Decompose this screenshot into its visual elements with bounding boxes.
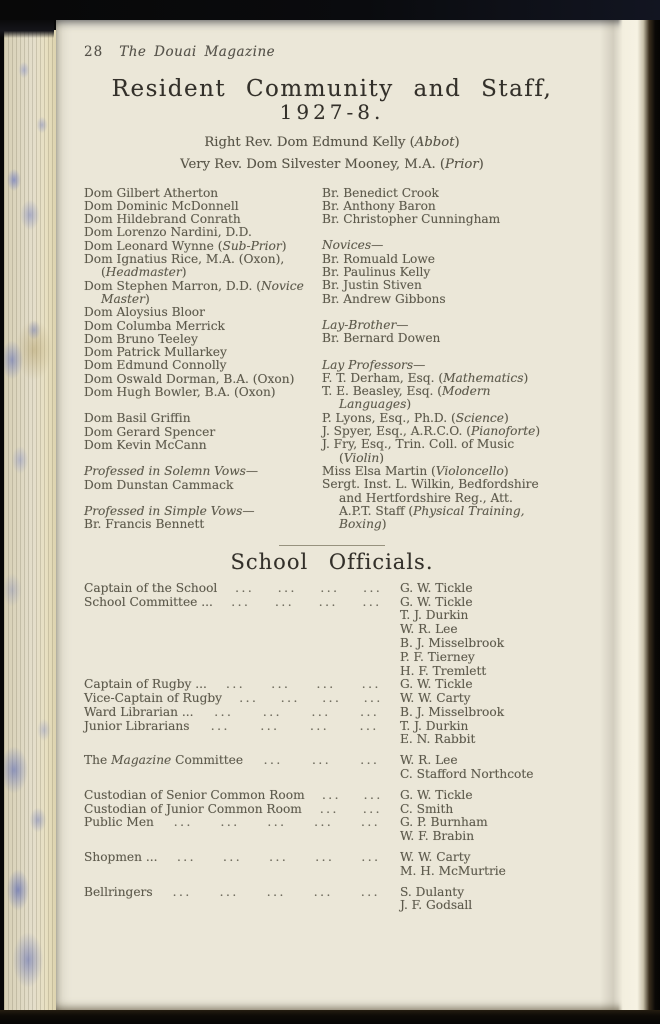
text: Br. Andrew Gibbons	[322, 291, 446, 306]
page-edge-stack	[4, 30, 56, 1010]
dot-leaders	[311, 789, 394, 803]
running-head	[84, 46, 580, 59]
community-line	[84, 465, 316, 478]
text: Dom Aloysius Bloor	[84, 305, 205, 320]
officials-names	[400, 720, 580, 748]
italic-text: Boxing	[339, 517, 382, 532]
leader-dots: ...	[359, 719, 379, 733]
text: The	[84, 753, 112, 768]
community-line	[322, 332, 580, 345]
dot-leaders	[249, 754, 394, 768]
leader-dots: ...	[360, 705, 380, 719]
community-line	[322, 279, 580, 292]
leader-dots: ...	[319, 802, 339, 816]
italic-text: Pianoforte	[471, 424, 536, 439]
text: F. T. Derham, Esq. (	[322, 370, 444, 385]
officials-row-left	[84, 692, 400, 706]
text: Br. Benedict Crook	[322, 185, 439, 200]
dot-leaders	[159, 886, 394, 900]
officials-names	[400, 678, 580, 692]
italic-text: Professed in Solemn Vows—	[84, 464, 259, 479]
officials-name: S. Dulanty	[400, 884, 465, 899]
text: Dom Hildebrand Conrath	[84, 212, 241, 227]
community-line	[84, 346, 316, 359]
text: Shopmen ...	[84, 850, 158, 865]
community-line	[322, 425, 580, 438]
officials-row	[84, 803, 580, 817]
leader-dots: ...	[363, 692, 383, 706]
text: Public Men	[84, 815, 154, 830]
text: J. Fry, Esq., Trin. Coll. of Music	[322, 437, 515, 452]
text: J. Spyer, Esq., A.R.C.O. (	[322, 424, 472, 439]
officials-name: C. Stafford Northcote	[400, 767, 534, 782]
community-line	[322, 385, 580, 398]
italic-text: Physical Training,	[413, 503, 525, 518]
community-line	[322, 438, 580, 451]
text: Br. Justin Stiven	[322, 278, 422, 293]
text: Br. Christopher Cunningham	[322, 212, 501, 227]
leader-dots: ...	[231, 595, 251, 609]
officials-name: W. F. Brabin	[400, 829, 475, 844]
text: Dom Columba Merrick	[84, 318, 225, 333]
section-divider	[279, 545, 385, 546]
text: Dom Ignatius Rice, M.A. (Oxon),	[84, 252, 285, 267]
community-line	[84, 439, 316, 452]
dot-leaders	[219, 596, 394, 610]
section-title-year: 1927-8.	[279, 100, 385, 125]
italic-text: Headmaster	[105, 265, 182, 280]
community-line	[322, 187, 580, 200]
page-number: 28	[84, 44, 104, 60]
text: Sergt. Inst. L. Wilkin, Bedfordshire	[322, 477, 539, 492]
officials-names	[400, 803, 580, 817]
officials-row-left	[84, 816, 400, 830]
officials-row	[84, 816, 580, 844]
officials-name: T. J. Durkin	[400, 608, 469, 623]
community-line	[84, 412, 316, 425]
officials-names	[400, 596, 580, 679]
dot-leaders	[308, 803, 394, 817]
leader-dots: ...	[362, 595, 382, 609]
leader-dots: ...	[172, 885, 192, 899]
text: (	[339, 450, 344, 465]
leader-dots: ...	[239, 692, 259, 706]
dot-leaders	[160, 816, 394, 830]
community-line	[84, 359, 316, 372]
text: Dom Hugh Bowler, B.A. (Oxon)	[84, 385, 276, 400]
officials-name: C. Smith	[400, 801, 454, 816]
italic-text: Violoncello	[435, 463, 504, 478]
text: Dom Lorenzo Nardini, D.D.	[84, 225, 252, 240]
leader-dots: ...	[316, 678, 336, 692]
community-line	[84, 187, 316, 200]
officials-label	[84, 851, 157, 865]
dot-leaders	[228, 692, 394, 706]
officials-row-left	[84, 596, 400, 610]
community-line	[322, 492, 580, 505]
community-line	[322, 200, 580, 213]
italic-text: Abbot	[414, 134, 455, 150]
officials-row	[84, 678, 580, 692]
officials-name: E. N. Rabbit	[400, 732, 476, 747]
leader-dots: ...	[313, 885, 333, 899]
community-line	[84, 280, 316, 293]
text: Custodian of Senior Common Room	[84, 787, 305, 802]
community-right-column	[322, 187, 580, 532]
community-line	[84, 505, 316, 518]
text: Junior Librarians	[84, 718, 190, 733]
officials-name: W. R. Lee	[400, 753, 458, 768]
officials-name: B. J. Misselbrook	[400, 635, 505, 650]
dot-leaders	[196, 720, 395, 734]
community-line	[84, 306, 316, 319]
community-line	[84, 426, 316, 439]
officials-names	[400, 851, 580, 879]
officials-row	[84, 706, 580, 720]
text: )	[381, 517, 387, 532]
dot-leaders	[163, 851, 394, 865]
centered-line	[84, 154, 580, 176]
community-line	[322, 412, 580, 425]
leader-dots: ...	[176, 851, 197, 865]
community-line	[84, 293, 316, 306]
officials-names	[400, 789, 580, 803]
leader-dots: ...	[360, 754, 380, 768]
italic-text: Prior	[445, 156, 479, 172]
text: )	[523, 370, 529, 385]
italic-text: Professed in Simple Vows—	[84, 503, 255, 518]
leader-dots: ...	[320, 581, 340, 595]
officials-table	[84, 582, 580, 914]
italic-text: Science	[455, 410, 504, 425]
text: Br. Francis Bennett	[84, 517, 205, 532]
section-title: Resident Community and Staff,	[111, 76, 553, 103]
community-line	[322, 398, 580, 411]
officials-label	[84, 596, 213, 610]
officials-row-left	[84, 754, 400, 768]
officials-row-left	[84, 678, 400, 692]
text: Captain of the School	[84, 580, 218, 595]
italic-text: Magazine	[111, 753, 172, 768]
text: Dom Bruno Teeley	[84, 331, 198, 346]
text: (	[101, 265, 106, 280]
text: Dom Edmund Connolly	[84, 358, 227, 373]
dot-leaders	[199, 706, 394, 720]
community-line	[322, 465, 580, 478]
officials-row-left	[84, 706, 400, 720]
text: P. Lyons, Esq., Ph.D. (	[322, 410, 456, 425]
community-left-column	[84, 187, 316, 532]
officials-names	[400, 754, 580, 782]
community-line	[322, 293, 580, 306]
italic-text: Mathematics	[443, 370, 524, 385]
officials-label	[84, 886, 153, 900]
leader-dots: ...	[173, 816, 193, 830]
leader-dots: ...	[266, 885, 286, 899]
officials-name: G. W. Tickle	[400, 594, 473, 609]
leader-dots: ...	[322, 692, 342, 706]
text: )	[406, 397, 412, 412]
leader-dots: ...	[310, 719, 330, 733]
leader-dots: ...	[318, 595, 338, 609]
text: )	[181, 265, 187, 280]
leader-dots: ...	[360, 816, 381, 830]
community-line	[84, 333, 316, 346]
community-line	[84, 240, 316, 253]
italic-text: Novice	[260, 278, 304, 293]
community-line	[84, 518, 316, 531]
officials-name: G. W. Tickle	[400, 580, 473, 595]
officials-name: J. F. Godsall	[400, 898, 473, 913]
community-line	[84, 479, 316, 492]
text: Br. Romuald Lowe	[322, 251, 436, 266]
officials-row	[84, 851, 580, 879]
officials-label	[84, 582, 217, 596]
community-line	[84, 386, 316, 399]
officials-row-left	[84, 851, 400, 865]
leader-dots: ...	[314, 816, 334, 830]
cover-corner	[0, 20, 54, 38]
text: Dom Stephen Marron, D.D. (	[84, 278, 261, 293]
text: Dom Kevin McCann	[84, 437, 207, 452]
officials-names	[400, 706, 580, 720]
leader-dots: ...	[214, 705, 234, 719]
text: )	[535, 424, 541, 439]
italic-text: Sub-Prior	[222, 238, 282, 253]
community-line	[84, 213, 316, 226]
officials-row-left	[84, 886, 400, 900]
leader-dots: ...	[277, 581, 297, 595]
text: Dom Dunstan Cammack	[84, 477, 234, 492]
leader-dots: ...	[363, 788, 383, 802]
officials-title: School Officials.	[230, 550, 434, 575]
leader-dots: ...	[271, 678, 291, 692]
leader-dots: ...	[360, 885, 380, 899]
text: )	[144, 291, 150, 306]
leader-dots: ...	[361, 678, 381, 692]
officials-row-left	[84, 789, 400, 803]
leader-dots: ...	[311, 754, 332, 768]
officials-name: G. P. Burnham	[400, 815, 488, 830]
officials-label	[84, 706, 193, 720]
officials-name: H. F. Tremlett	[400, 663, 487, 678]
text: Custodian of Junior Common Room	[84, 801, 302, 816]
community-line	[84, 320, 316, 333]
community-line	[322, 372, 580, 385]
officials-name: G. W. Tickle	[400, 677, 473, 692]
leader-dots: ...	[274, 595, 295, 609]
community-line	[322, 359, 580, 372]
text: )	[454, 134, 460, 150]
text: Vice-Captain of Rugby	[84, 691, 223, 706]
text: Ward Librarian ...	[84, 704, 194, 719]
leader-dots: ...	[220, 816, 240, 830]
officials-row	[84, 754, 580, 782]
officials-label	[84, 678, 207, 692]
officials-row-left	[84, 720, 400, 734]
italic-text: Languages	[339, 397, 407, 412]
text: Br. Paulinus Kelly	[322, 265, 431, 280]
community-line	[84, 253, 316, 266]
leader-dots: ...	[263, 754, 283, 768]
community-line	[322, 266, 580, 279]
officials-row	[84, 596, 580, 679]
leader-dots: ...	[223, 851, 243, 865]
text: Dom Oswald Dorman, B.A. (Oxon)	[84, 371, 295, 386]
text: Dom Gerard Spencer	[84, 424, 216, 439]
community-line	[322, 213, 580, 226]
officials-name: W. R. Lee	[400, 622, 458, 637]
leader-dots: ...	[219, 885, 239, 899]
leader-dots: ...	[363, 581, 383, 595]
text: )	[478, 156, 484, 172]
text: Dom Basil Griffin	[84, 411, 191, 426]
text: Dom Patrick Mullarkey	[84, 345, 227, 360]
text: Very Rev. Dom Silvester Mooney, M.A. (	[180, 156, 446, 172]
officials-row-left	[84, 803, 400, 817]
officials-row	[84, 692, 580, 706]
community-line	[84, 226, 316, 239]
community-line	[322, 239, 580, 252]
leader-dots: ...	[311, 705, 331, 719]
officials-name: W. W. Carty	[400, 850, 471, 865]
italic-text: Lay-Brother—	[322, 317, 409, 332]
leader-dots: ...	[280, 692, 300, 706]
officials-name: G. W. Tickle	[400, 787, 473, 802]
leader-dots: ...	[235, 581, 255, 595]
community-line	[322, 253, 580, 266]
officials-name: B. J. Misselbrook	[400, 704, 505, 719]
leader-dots: ...	[225, 678, 246, 692]
leader-dots: ...	[361, 851, 381, 865]
officials-names	[400, 886, 580, 914]
officials-label	[84, 720, 190, 734]
community-line	[322, 452, 580, 465]
dot-leaders	[213, 678, 394, 692]
text: Bellringers	[84, 884, 153, 899]
leader-dots: ...	[315, 851, 335, 865]
text: )	[503, 463, 509, 478]
italic-text: Master	[101, 291, 145, 306]
text: )	[503, 410, 509, 425]
running-title: The Douai Magazine	[119, 44, 276, 60]
community-line	[84, 373, 316, 386]
centered-line	[84, 132, 580, 154]
text: Right Rev. Dom Edmund Kelly (	[204, 134, 415, 150]
leader-dots: ...	[262, 705, 282, 719]
text: and Hertfordshire Reg., Att.	[339, 490, 513, 505]
officials-name: T. J. Durkin	[400, 718, 469, 733]
text: School Committee ...	[84, 594, 213, 609]
cover-top-edge	[0, 0, 660, 20]
italic-text: Modern	[442, 384, 491, 399]
officials-label	[84, 754, 243, 768]
community-line	[322, 319, 580, 332]
italic-text: Violin	[343, 450, 380, 465]
officials-name: P. F. Tierney	[400, 649, 475, 664]
officials-label	[84, 789, 305, 803]
leader-dots: ...	[269, 851, 289, 865]
leader-dots: ...	[210, 719, 230, 733]
text: T. E. Beasley, Esq. (	[322, 384, 442, 399]
officials-row	[84, 789, 580, 803]
italic-text: Novices—	[322, 238, 384, 253]
community-columns	[84, 187, 580, 532]
leader-dots: ...	[321, 788, 342, 802]
text: Br. Bernard Dowen	[322, 331, 441, 346]
dot-leaders	[223, 582, 394, 596]
officials-label	[84, 692, 222, 706]
officials-row	[84, 886, 580, 914]
officials-label	[84, 803, 302, 817]
community-line	[84, 266, 316, 279]
officials-row	[84, 720, 580, 748]
community-line	[322, 478, 580, 491]
officials-names	[400, 816, 580, 844]
text: )	[379, 450, 384, 465]
leader-dots: ...	[260, 719, 280, 733]
text: )	[281, 238, 287, 253]
officials-name: M. H. McMurtrie	[400, 863, 506, 878]
text: Dom Gilbert Atherton	[84, 185, 219, 200]
officials-row	[84, 582, 580, 596]
leader-dots: ...	[362, 802, 383, 816]
italic-text: Lay Professors—	[322, 357, 426, 372]
community-line	[322, 518, 580, 531]
text: Dom Leonard Wynne (	[84, 238, 223, 253]
text: Miss Elsa Martin (	[322, 463, 436, 478]
text: Committee	[171, 753, 244, 768]
officials-name: W. W. Carty	[400, 691, 471, 706]
cover-bottom-edge	[0, 1010, 660, 1024]
text: Dom Dominic McDonnell	[84, 198, 239, 213]
community-line	[322, 505, 580, 518]
page-content	[84, 46, 580, 913]
text: A.P.T. Staff (	[339, 503, 414, 518]
community-line	[84, 200, 316, 213]
text: Captain of Rugby ...	[84, 677, 207, 692]
text: Br. Anthony Baron	[322, 198, 436, 213]
officials-names	[400, 582, 580, 596]
leader-dots: ...	[267, 816, 287, 830]
officials-names	[400, 692, 580, 706]
officials-label	[84, 816, 154, 830]
officials-row-left	[84, 582, 400, 596]
dignitaries	[84, 132, 580, 176]
